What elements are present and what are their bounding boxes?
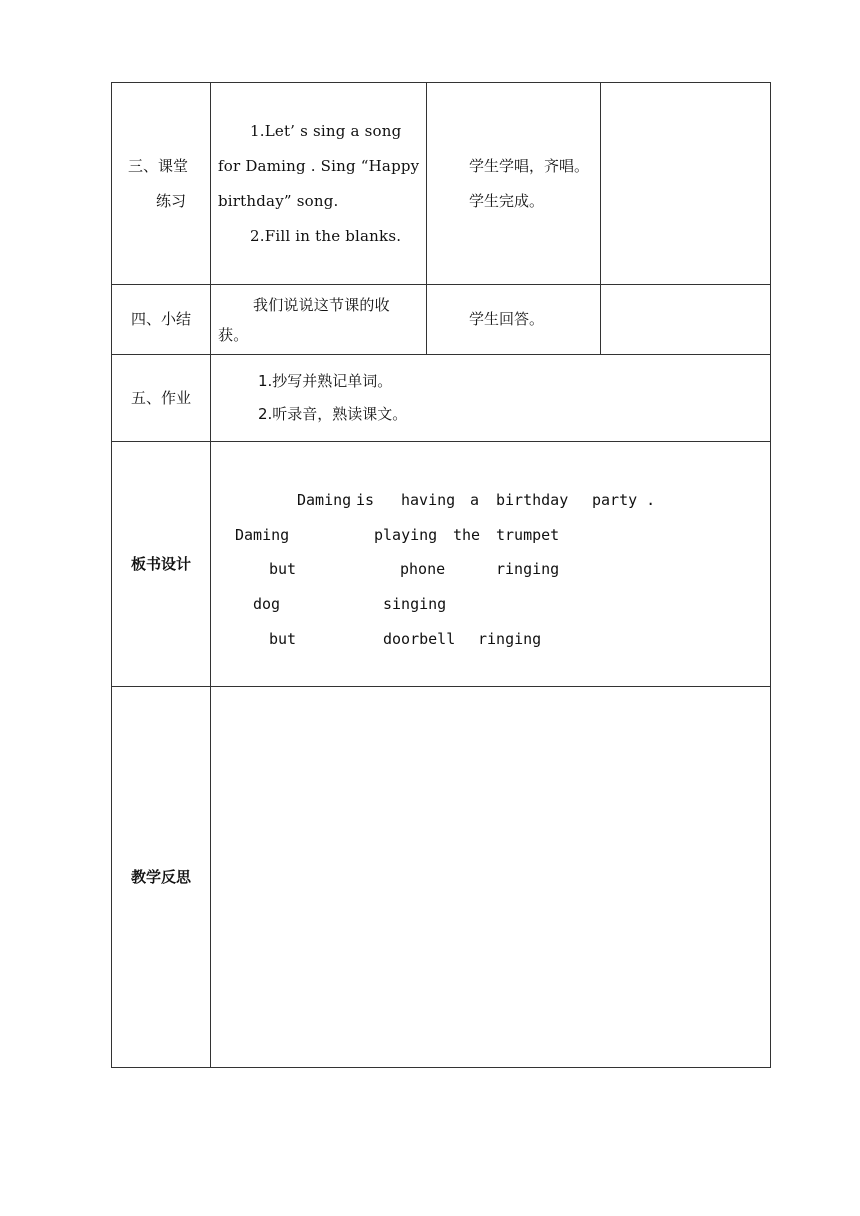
board-word: is (356, 491, 375, 509)
board-word: party . (592, 491, 656, 509)
homework-row (112, 355, 771, 442)
summary-student-activity: 学生回答。 (427, 285, 601, 355)
board-word: Daming (297, 491, 352, 509)
practice-label-line1: 三、课堂 (127, 156, 188, 175)
reflection-label: 教学反思 (112, 687, 211, 1068)
board-label: 板书设计 (112, 442, 211, 687)
summary-extra-cell (601, 285, 771, 355)
lesson-plan-table (111, 82, 771, 1068)
practice-extra-cell (601, 83, 771, 285)
board-word: but (269, 560, 297, 578)
homework-line: 2.听录音，熟读课文。 (258, 405, 408, 423)
summary-content-line: 获。 (218, 325, 249, 344)
board-word: phone (400, 560, 446, 578)
board-word: doorbell (383, 630, 456, 648)
homework-label: 五、作业 (112, 355, 211, 442)
homework-content (211, 355, 771, 442)
practice-content-line: birthday” song. (218, 191, 339, 210)
reflection-row (112, 687, 771, 1068)
board-word: dog (253, 595, 281, 613)
board-word: playing (374, 526, 438, 544)
board-word: birthday (496, 491, 569, 509)
board-word: a (470, 491, 480, 509)
practice-label-line2: 练习 (155, 191, 186, 210)
practice-row (112, 83, 771, 285)
practice-student-line: 学生学唱，齐唱。 (469, 156, 590, 175)
board-row (112, 442, 771, 687)
summary-content-line: 我们说说这节课的收 (253, 295, 390, 314)
summary-content (211, 285, 427, 355)
practice-student-activity (427, 83, 601, 285)
reflection-content (211, 687, 771, 1068)
practice-content-line: for Daming . Sing “Happy (218, 156, 420, 175)
practice-content-line: 2.Fill in the blanks. (250, 226, 402, 245)
board-word: ringing (496, 560, 560, 578)
board-word: trumpet (496, 526, 560, 544)
board-word: ringing (478, 630, 542, 648)
practice-label (112, 83, 211, 285)
board-word: the (453, 526, 481, 544)
board-word: having (401, 491, 456, 509)
board-word: singing (383, 595, 447, 613)
blackboard-design (211, 442, 770, 686)
homework-line: 1.抄写并熟记单词。 (258, 372, 393, 390)
practice-student-line: 学生完成。 (469, 191, 545, 210)
practice-content (211, 83, 427, 285)
summary-label: 四、小结 (112, 285, 211, 355)
board-word: but (269, 630, 297, 648)
summary-row (112, 285, 771, 355)
board-content (211, 442, 771, 687)
board-word: Daming (235, 526, 290, 544)
practice-content-line: 1.Let’ s sing a song (250, 121, 402, 140)
